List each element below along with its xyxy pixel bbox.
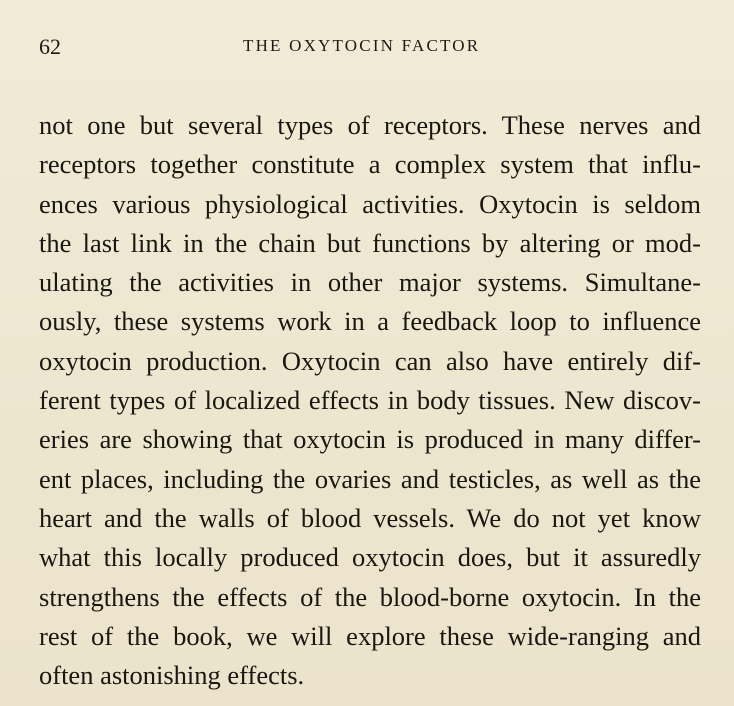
text-line: oxytocin production. Oxytocin can also have entirely dif-: [39, 345, 701, 376]
page-number: 62: [39, 34, 61, 59]
text-line: eries are showing that oxytocin is produced in many differ-: [39, 424, 701, 455]
text-line: heart and the walls of blood vessels. We do not yet know: [39, 502, 701, 533]
text-line: receptors together constitute a complex system that influ-: [39, 149, 701, 180]
text-line: rest of the book, we will explore these wide-ranging and: [39, 620, 701, 651]
text-line: the last link in the chain but functions by altering or mod-: [39, 227, 701, 258]
text-line: ferent types of localized effects in body tissues. New discov-: [39, 385, 701, 416]
text-line: ously, these systems work in a feedback loop to influence: [39, 306, 701, 337]
body-paragraph: [39, 106, 701, 695]
text-line: ulating the activities in other major systems. Simultane-: [39, 267, 701, 298]
text-line: strengthens the effects of the blood-borne oxytocin. In the: [39, 581, 701, 612]
page-header: [39, 34, 701, 64]
text-line: ent places, including the ovaries and testicles, as well as the: [39, 463, 701, 494]
text-line-last: often astonishing effects.: [39, 660, 305, 691]
text-line: ences various physiological activities. Oxytocin is seldom: [39, 188, 701, 219]
running-head: THE OXYTOCIN FACTOR: [243, 36, 481, 55]
text-line: not one but several types of receptors. These nerves and: [39, 110, 701, 140]
text-line: what this locally produced oxytocin does, but it assuredly: [39, 542, 701, 573]
